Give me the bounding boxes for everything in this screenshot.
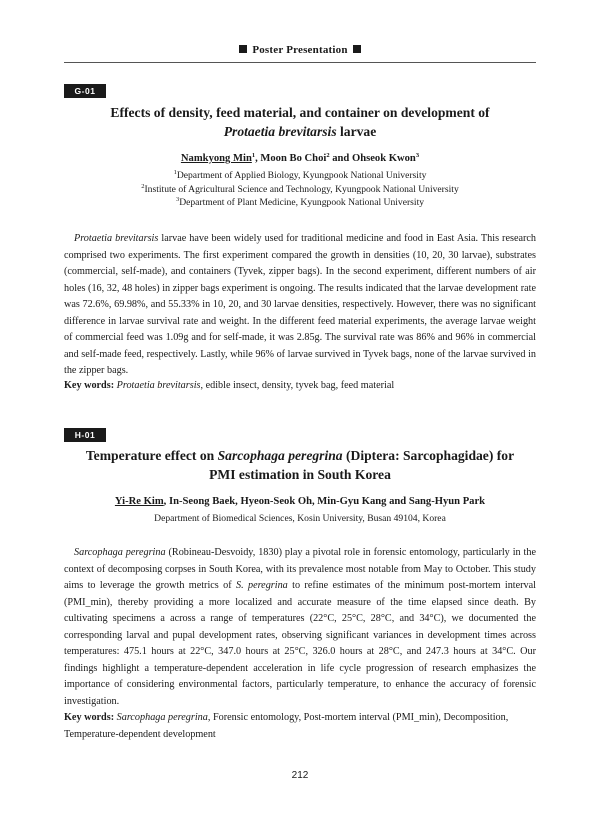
author-list <box>64 153 536 164</box>
square-bullet-icon <box>239 45 247 53</box>
author-name: and Ohseok Kwon <box>329 153 416 164</box>
paper-title-line: PMI estimation in South Korea <box>209 467 391 482</box>
paper-title-text: larvae <box>336 124 377 139</box>
author-superscript: 3 <box>415 152 420 159</box>
paper-code-badge: G-01 <box>64 84 106 98</box>
abstract: Sarcophaga peregrina (Robineau-Desvoidy, 1830) play a pivotal role in forensic entomology, particularly in the context of decomposing corpses in South Korea, with its prevalence most notable from May to October. This study aims to leverage the growth metrics of S. peregrina to refine estimates of the minimum post-mortem interval (PMI_min), thereby providing a more localized and accurate measure of the time elapsed since death. By cultivating specimens a across a range of temperatures (22°C, 25°C, 28°C, and 34°C), we documented the corresponding larval and pupal development rates, observing significant variances in development times across temperatures: 475.1 hours at 22°C, 347.0 hours at 25°C, 326.0 hours at 28°C, and 247.3 hours at 34°C. Our findings highlight a temperature-dependent acceleration in life cycle progression of research emphasizes the importance of considering environmental factors, particularly temperature, to enhance the accuracy of forensic investigation. <box>64 547 536 707</box>
paper-title <box>64 446 536 484</box>
species-name: Sarcophaga peregrina <box>217 448 343 463</box>
author-name: , In-Seong Baek, Hyeon-Seok Oh, Min-Gyu Kang and Sang-Hyun Park <box>163 496 486 507</box>
header-divider <box>64 62 536 63</box>
species-name: Protaetia brevitarsis <box>223 124 337 139</box>
keywords-text: , Forensic entomology, Post-mortem interval (PMI_min), Decomposition, Temperature-dependent development <box>64 712 509 740</box>
affiliation: $^3$Department of Plant Medicine, Kyungpook National University <box>175 196 425 208</box>
keywords <box>64 710 536 743</box>
species-name: Sarcophaga peregrina <box>74 547 166 558</box>
affiliation: $^2$Institute of Agricultural Science and Technology, Kyungpook National University <box>141 182 459 195</box>
paper-title-line: Temperature effect on Sarcophaga peregrina (Diptera: Sarcophagidae) for <box>85 448 515 463</box>
paper-code-badge: H-01 <box>64 428 106 442</box>
abstract-text: larvae have been widely used for traditional medicine and food in East Asia. This research comprised two experiments. The first experiment compared the growth in densities (10, 20, 30 larvae), substrates (commercial, self-made), and containers (Tyvek, zipper bags). In the second experiment, different numbers of air holes (16, 32, 48 holes) in zipper bags experiment is ongoing. The results indicated that the larvae development rate was 72.6%, 69.98%, and 55.33% in 10, 20, and 30 larvae densities, respectively. However, there was no significant difference in larvae survival rate and weight. In the different feed material experiments, the average larvae weight of commercial feed was 1.09g and for self-made, it was 2.85g. The survival rate was 86% and 96% in commercial and self-made feed, respectively. Lastly, while 96% of larvae survived in Tyvek bags, none of the larvae survived in the zipper bags. <box>64 233 536 376</box>
paper-title-line: Effects of density, feed material, and container on development of <box>110 105 490 120</box>
page-number: 212 <box>291 770 309 781</box>
species-name: Sarcophaga peregrina <box>116 712 208 723</box>
presenting-author: Namkyong Min <box>180 153 252 164</box>
presenting-author: Yi-Re Kim <box>114 496 164 507</box>
author-list <box>64 496 536 507</box>
section-header <box>64 44 536 56</box>
author-superscript: 1 <box>251 152 256 159</box>
paper-title <box>64 103 536 141</box>
keywords <box>64 378 536 395</box>
keywords-text: , edible insect, density, tyvek bag, feed material <box>200 380 395 391</box>
species-name: S. peregrina <box>235 580 288 591</box>
paper-title-line <box>64 122 536 141</box>
abstract <box>64 231 536 380</box>
affiliation: Department of Biomedical Sciences, Kosin University, Busan 49104, Korea <box>154 513 446 524</box>
author-name: , Moon Bo Choi <box>255 153 327 164</box>
species-name: Protaetia brevitarsis <box>116 380 201 391</box>
author-superscript: 2 <box>326 152 330 159</box>
affiliation-list <box>64 169 536 210</box>
keywords-label: Key words: <box>64 712 115 723</box>
square-bullet-icon <box>353 45 361 53</box>
species-name: Protaetia brevitarsis <box>74 233 159 244</box>
keywords-label: Key words: <box>64 380 115 391</box>
section-header-label: Poster Presentation <box>252 44 348 56</box>
affiliation: $^1$Department of Applied Biology, Kyungpook National University <box>173 169 427 181</box>
